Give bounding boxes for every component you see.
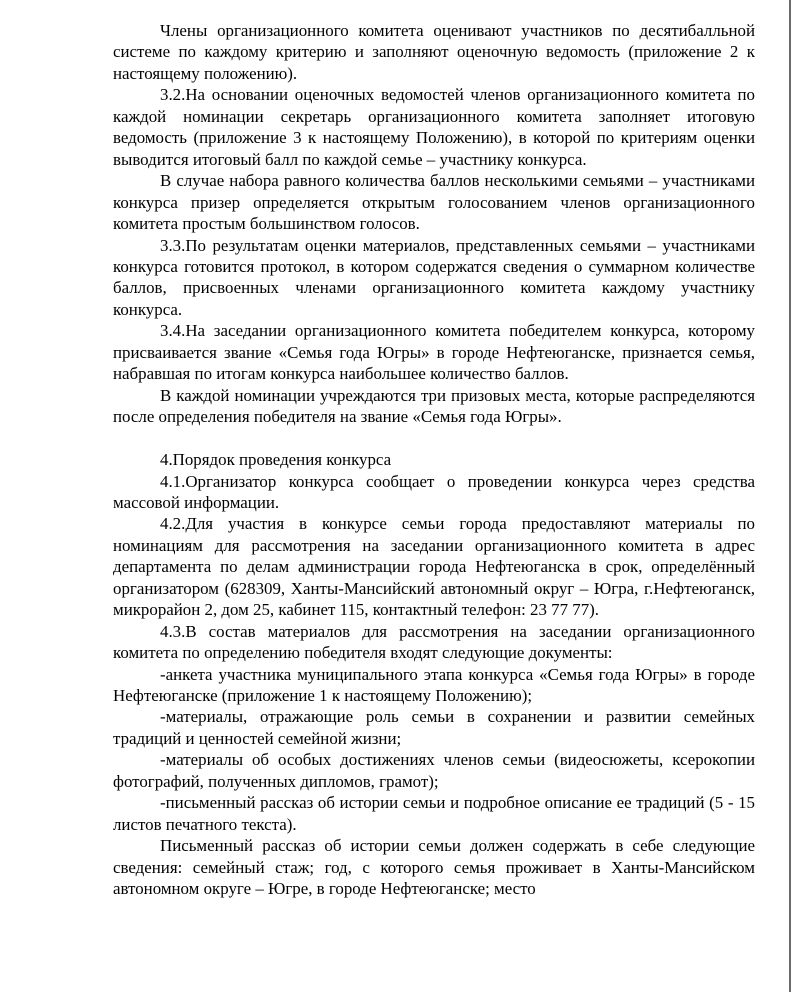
blank-line xyxy=(113,428,755,449)
paragraph-3-2: 3.2.На основании оценочных ведомостей членов организационного комитета по каждой номинации секретарь организационного комитета заполняет итоговую ведомость (приложение 3 к настоящему Положению), в которой по критериям оценки выводится итоговый балл по каждой семье – участнику конкурса. xyxy=(113,85,755,169)
paragraph-story-requirements: Письменный рассказ об истории семьи должен содержать в себе следующие сведения: семейный стаж; год, с которого семья проживает в Ханты-Мансийском автономном округе – Югре, в городе Нефтеюганске; место xyxy=(113,836,755,899)
paragraph-3-3: 3.3.По результатам оценки материалов, представленных семьями – участниками конкурса готовится протокол, в котором содержатся сведения о суммарном количестве баллов, присвоенных членами организационного комитета каждому участнику конкурса. xyxy=(113,235,755,319)
paragraph-prize-places: В каждой номинации учреждаются три призовых места, которые распределяются после определения победителя на звание «Семья года Югры». xyxy=(113,385,755,427)
document-page xyxy=(113,20,755,900)
paragraph-ratings: Члены организационного комитета оценивают участников по десятибалльной системе по каждому критерию и заполняют оценочную ведомость (приложение 2 к настоящему положению). xyxy=(113,21,755,83)
list-item-family-role: -материалы, отражающие роль семьи в сохранении и развитии семейных традиций и ценностей семейной жизни; xyxy=(113,707,755,748)
paragraph-3-4: 3.4.На заседании организационного комитета победителем конкурса, которому присваивается звание «Семья года Югры» в городе Нефтеюганске, признается семья, набравшая по итогам конкурса наибольшее количество баллов. xyxy=(113,321,755,384)
paragraph-tie-vote: В случае набора равного количества баллов несколькими семьями – участниками конкурса призер определяется открытым голосованием членов организационного комитета простым большинством голосов. xyxy=(113,171,755,234)
paragraph-4-1: 4.1.Организатор конкурса сообщает о проведении конкурса через средства массовой информации. xyxy=(113,471,755,512)
paragraph-4-2: 4.2.Для участия в конкурсе семьи города предоставляют материалы по номинациям для рассмотрения на заседании организационного комитета в адрес департамента по делам администрации города Нефтеюганска в срок, определённый организатором (628309, Ханты-Мансийский автономный округ – Югра, г.Нефтеюганск, микрорайон 2, дом 25, кабинет 115, контактный телефон: 23 77 77). xyxy=(113,514,755,620)
section-heading: 4.Порядок проведения конкурса xyxy=(160,450,392,470)
list-item-achievements: -материалы об особых достижениях членов семьи (видеосюжеты, ксерокопии фотографий, полученных дипломов, грамот); xyxy=(113,750,755,791)
paragraph-4-3: 4.3.В состав материалов для рассмотрения на заседании организационного комитета по определению победителя входят следующие документы: xyxy=(113,621,755,663)
list-item-questionnaire: -анкета участника муниципального этапа конкурса «Семья года Югры» в городе Нефтеюганске (приложение 1 к настоящему Положению); xyxy=(113,664,755,706)
list-item-written-story: -письменный рассказ об истории семьи и подробное описание ее традиций (5 - 15 листов печатного текста). xyxy=(113,793,755,834)
